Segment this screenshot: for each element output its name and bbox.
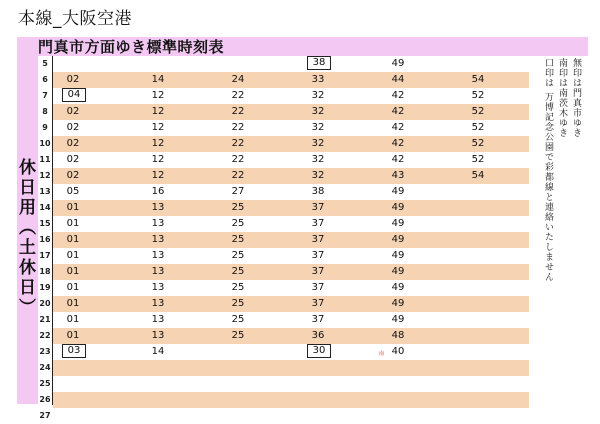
departure-time: 24	[231, 74, 245, 85]
departure-time: 25	[231, 298, 245, 309]
timetable-row	[53, 280, 529, 296]
departure-time: 01	[66, 314, 80, 325]
hour-label: 26	[39, 395, 51, 404]
hour-label: 24	[39, 363, 51, 372]
departure-time: 12	[151, 106, 165, 117]
departure-time: 37	[311, 266, 325, 277]
departure-time: 52	[471, 138, 485, 149]
departure-time: 43	[391, 170, 405, 181]
departure-time: 12	[151, 138, 165, 149]
departure-time: 42	[391, 154, 405, 165]
hour-label: 9	[42, 123, 48, 132]
departure-time: 12	[151, 154, 165, 165]
hour-label: 23	[39, 347, 51, 356]
departure-time: 44	[391, 74, 405, 85]
timetable-row	[53, 328, 529, 344]
hour-label: 21	[39, 315, 51, 324]
departure-time: 01	[66, 330, 80, 341]
hour-label: 6	[42, 75, 48, 84]
timetable-row	[53, 56, 529, 72]
hour-label: 20	[39, 299, 51, 308]
departure-time: 42	[391, 106, 405, 117]
departure-time: 52	[471, 90, 485, 101]
timetable-row	[53, 392, 529, 408]
timetable-row	[53, 360, 529, 376]
hour-label: 10	[39, 139, 51, 148]
timetable-row	[53, 88, 529, 104]
departure-time: 32	[311, 138, 325, 149]
departure-time: 42	[391, 90, 405, 101]
departure-time: 12	[151, 90, 165, 101]
timetable-row	[53, 136, 529, 152]
departure-time: 25	[231, 314, 245, 325]
departure-time: 37	[311, 234, 325, 245]
departure-time: 12	[151, 170, 165, 181]
departure-time: 22	[231, 122, 245, 133]
timetable-row	[53, 312, 529, 328]
departure-time: 02	[66, 138, 80, 149]
departure-time: 52	[471, 122, 485, 133]
departure-time: 13	[151, 250, 165, 261]
departure-time: 25	[231, 330, 245, 341]
hour-label: 15	[39, 219, 51, 228]
departure-time: 01	[66, 266, 80, 277]
timetable-grid	[52, 56, 529, 405]
departure-time-boxed: 03	[62, 344, 86, 358]
departure-time: 40	[391, 346, 405, 357]
departure-time: 32	[311, 122, 325, 133]
departure-time: 02	[66, 74, 80, 85]
departure-time: 49	[391, 58, 405, 69]
departure-time: 25	[231, 234, 245, 245]
departure-time: 01	[66, 250, 80, 261]
departure-time: 33	[311, 74, 325, 85]
timetable-row	[53, 232, 529, 248]
departure-time: 37	[311, 250, 325, 261]
departure-time: 32	[311, 106, 325, 117]
departure-time: 49	[391, 234, 405, 245]
departure-time: 22	[231, 154, 245, 165]
departure-time: 13	[151, 330, 165, 341]
departure-time: 25	[231, 202, 245, 213]
timetable-row	[53, 168, 529, 184]
hour-label: 19	[39, 283, 51, 292]
departure-time: 01	[66, 282, 80, 293]
legend-note: 南印は南茨木ゆき	[557, 58, 567, 138]
hour-label: 7	[42, 91, 48, 100]
departure-time: 05	[66, 186, 80, 197]
departure-time: 13	[151, 314, 165, 325]
departure-time: 37	[311, 202, 325, 213]
page-title: 本線_大阪空港	[18, 9, 132, 29]
legend-note: 無印は門真市ゆき	[571, 58, 581, 138]
departure-time: 27	[231, 186, 245, 197]
departure-time: 01	[66, 298, 80, 309]
departure-time: 37	[311, 218, 325, 229]
departure-time: 13	[151, 218, 165, 229]
departure-time: 48	[391, 330, 405, 341]
timetable-row	[53, 264, 529, 280]
departure-time: 22	[231, 170, 245, 181]
departure-time: 22	[231, 106, 245, 117]
timetable-row	[53, 184, 529, 200]
departure-time: 02	[66, 154, 80, 165]
hour-label: 8	[42, 107, 48, 116]
departure-time: 25	[231, 282, 245, 293]
departure-time: 16	[151, 186, 165, 197]
timetable-row	[53, 120, 529, 136]
departure-time: 14	[151, 346, 165, 357]
hour-label: 22	[39, 331, 51, 340]
departure-time: 25	[231, 266, 245, 277]
departure-time-boxed: 04	[62, 88, 86, 102]
hour-label: 25	[39, 379, 51, 388]
departure-time: 13	[151, 202, 165, 213]
departure-time: 42	[391, 138, 405, 149]
departure-time: 22	[231, 138, 245, 149]
departure-time: 49	[391, 250, 405, 261]
departure-time-boxed: 30	[307, 344, 331, 358]
departure-time-boxed: 38	[307, 56, 331, 70]
departure-time: 36	[311, 330, 325, 341]
legend-note: 口印は 万博記念公園で彩都線と連絡いたしません	[543, 58, 553, 282]
timetable-row	[53, 72, 529, 88]
departure-time: 52	[471, 154, 485, 165]
hour-label: 5	[42, 59, 48, 68]
minami-ibaraki-mark: 南	[379, 351, 385, 357]
hour-label: 14	[39, 203, 51, 212]
departure-time: 38	[311, 186, 325, 197]
departure-time: 02	[66, 170, 80, 181]
hour-label: 12	[39, 171, 51, 180]
departure-time: 13	[151, 298, 165, 309]
legend-notes	[530, 58, 586, 358]
departure-time: 49	[391, 266, 405, 277]
hour-label: 27	[39, 411, 51, 420]
departure-time: 13	[151, 234, 165, 245]
departure-time: 01	[66, 234, 80, 245]
timetable-row	[53, 248, 529, 264]
departure-time: 32	[311, 90, 325, 101]
departure-time: 25	[231, 218, 245, 229]
timetable-row	[53, 200, 529, 216]
hour-label: 18	[39, 267, 51, 276]
timetable-row	[53, 216, 529, 232]
departure-time: 22	[231, 90, 245, 101]
departure-time: 02	[66, 122, 80, 133]
departure-time: 54	[471, 170, 485, 181]
departure-time: 37	[311, 282, 325, 293]
departure-time: 49	[391, 314, 405, 325]
departure-time: 02	[66, 106, 80, 117]
timetable-row	[53, 152, 529, 168]
day-type-label: 休 日 用 ︵ 土 休 日 ︶	[19, 158, 36, 318]
timetable-row	[53, 344, 529, 360]
timetable-row	[53, 408, 529, 424]
departure-time: 13	[151, 282, 165, 293]
timetable-row	[53, 104, 529, 120]
departure-time: 54	[471, 74, 485, 85]
departure-time: 42	[391, 122, 405, 133]
departure-time: 49	[391, 202, 405, 213]
timetable-title: 門真市方面ゆき標準時刻表	[38, 38, 225, 56]
departure-time: 52	[471, 106, 485, 117]
departure-time: 37	[311, 298, 325, 309]
departure-time: 49	[391, 186, 405, 197]
departure-time: 14	[151, 74, 165, 85]
departure-time: 01	[66, 218, 80, 229]
departure-time: 12	[151, 122, 165, 133]
departure-time: 49	[391, 298, 405, 309]
hour-label: 11	[39, 155, 51, 164]
hour-label: 13	[39, 187, 51, 196]
departure-time: 49	[391, 218, 405, 229]
timetable-row	[53, 376, 529, 392]
departure-time: 49	[391, 282, 405, 293]
departure-time: 25	[231, 250, 245, 261]
hour-label: 16	[39, 235, 51, 244]
departure-time: 13	[151, 266, 165, 277]
hour-label: 17	[39, 251, 51, 260]
departure-time: 32	[311, 154, 325, 165]
departure-time: 32	[311, 170, 325, 181]
departure-time: 01	[66, 202, 80, 213]
timetable-row	[53, 296, 529, 312]
departure-time: 37	[311, 314, 325, 325]
